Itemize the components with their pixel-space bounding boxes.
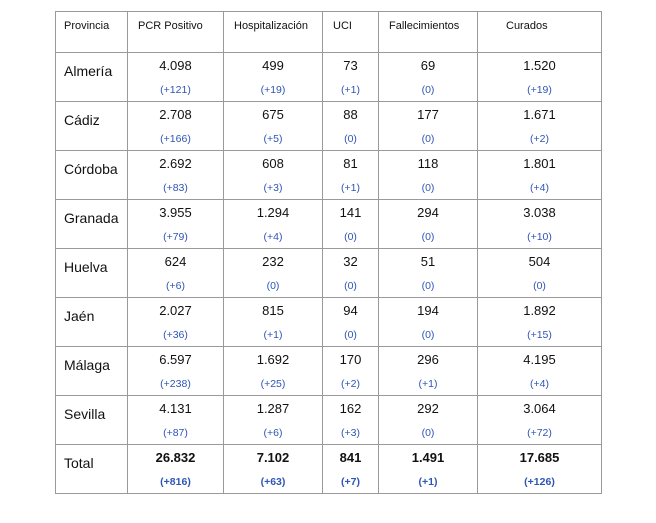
hosp-cell bbox=[224, 53, 323, 102]
uci-cell bbox=[323, 396, 379, 445]
pcr-cell bbox=[128, 445, 224, 494]
hosp-value: 1.287 bbox=[256, 401, 290, 416]
province-name: Málaga bbox=[56, 347, 128, 396]
pcr-value: 2.027 bbox=[159, 303, 192, 318]
hosp-cell bbox=[224, 396, 323, 445]
fall-delta: (0) bbox=[421, 133, 435, 145]
pcr-value: 4.131 bbox=[159, 401, 192, 416]
hosp-delta: (+19) bbox=[260, 84, 286, 96]
hosp-delta: (+25) bbox=[260, 378, 286, 390]
uci-delta: (+2) bbox=[341, 378, 360, 390]
hosp-cell bbox=[224, 445, 323, 494]
fall-cell bbox=[379, 102, 478, 151]
pcr-value: 624 bbox=[164, 254, 187, 269]
pcr-delta: (+816) bbox=[160, 476, 191, 488]
hosp-delta: (+6) bbox=[263, 427, 283, 439]
uci-value: 32 bbox=[343, 254, 358, 269]
cur-cell bbox=[478, 445, 602, 494]
hosp-value: 1.692 bbox=[256, 352, 290, 367]
uci-cell bbox=[323, 249, 379, 298]
pcr-delta: (+238) bbox=[160, 378, 191, 390]
cur-cell bbox=[478, 151, 602, 200]
cur-delta: (0) bbox=[533, 280, 546, 292]
uci-cell bbox=[323, 102, 379, 151]
header-curados: Curados bbox=[478, 12, 602, 53]
fall-delta: (0) bbox=[421, 427, 435, 439]
uci-cell bbox=[323, 200, 379, 249]
table-row bbox=[56, 53, 602, 102]
fall-value: 118 bbox=[417, 156, 439, 171]
table-row bbox=[56, 249, 602, 298]
fall-delta: (0) bbox=[421, 231, 435, 243]
province-name: Almería bbox=[56, 53, 128, 102]
cur-cell bbox=[478, 102, 602, 151]
pcr-value: 26.832 bbox=[155, 450, 196, 465]
header-hospitalizacion: Hospitalización bbox=[224, 12, 323, 53]
table-row bbox=[56, 298, 602, 347]
hosp-value: 1.294 bbox=[256, 205, 290, 220]
cur-value: 17.685 bbox=[519, 450, 560, 465]
fall-value: 1.491 bbox=[411, 450, 445, 465]
hosp-delta: (+1) bbox=[263, 329, 283, 341]
fall-cell bbox=[379, 200, 478, 249]
pcr-cell bbox=[128, 200, 224, 249]
uci-value: 94 bbox=[343, 303, 358, 318]
header-row bbox=[56, 12, 602, 53]
pcr-cell bbox=[128, 298, 224, 347]
cur-value: 1.801 bbox=[523, 156, 556, 171]
pcr-cell bbox=[128, 249, 224, 298]
fall-value: 69 bbox=[420, 58, 436, 73]
cur-value: 1.520 bbox=[523, 58, 556, 73]
uci-value: 141 bbox=[339, 205, 362, 220]
hosp-value: 232 bbox=[262, 254, 284, 269]
total-label: Total bbox=[56, 445, 128, 494]
province-name: Sevilla bbox=[56, 396, 128, 445]
uci-cell bbox=[323, 151, 379, 200]
pcr-delta: (+79) bbox=[163, 231, 188, 243]
hosp-cell bbox=[224, 347, 323, 396]
fall-value: 194 bbox=[417, 303, 439, 318]
table-row bbox=[56, 151, 602, 200]
cur-delta: (+19) bbox=[527, 84, 552, 96]
pcr-value: 2.692 bbox=[159, 156, 192, 171]
header-provincia: Provincia bbox=[56, 12, 128, 53]
province-name: Huelva bbox=[56, 249, 128, 298]
fall-cell bbox=[379, 249, 478, 298]
cur-delta: (+10) bbox=[527, 231, 552, 243]
cur-cell bbox=[478, 200, 602, 249]
hosp-value: 499 bbox=[262, 58, 284, 73]
cur-delta: (+126) bbox=[524, 476, 555, 488]
hosp-value: 815 bbox=[262, 303, 284, 318]
hosp-value: 7.102 bbox=[256, 450, 290, 465]
cur-delta: (+72) bbox=[527, 427, 552, 439]
uci-delta: (0) bbox=[344, 133, 357, 145]
pcr-cell bbox=[128, 102, 224, 151]
table-row bbox=[56, 396, 602, 445]
pcr-value: 3.955 bbox=[159, 205, 192, 220]
hosp-cell bbox=[224, 102, 323, 151]
province-name: Córdoba bbox=[56, 151, 128, 200]
cur-delta: (+4) bbox=[530, 182, 549, 194]
cur-cell bbox=[478, 53, 602, 102]
fall-delta: (+1) bbox=[418, 476, 438, 488]
uci-value: 170 bbox=[339, 352, 362, 367]
pcr-cell bbox=[128, 347, 224, 396]
pcr-value: 2.708 bbox=[159, 107, 192, 122]
hosp-cell bbox=[224, 200, 323, 249]
pcr-value: 6.597 bbox=[159, 352, 192, 367]
hosp-delta: (+4) bbox=[263, 231, 283, 243]
fall-delta: (0) bbox=[421, 329, 435, 341]
fall-value: 177 bbox=[417, 107, 439, 122]
cur-cell bbox=[478, 396, 602, 445]
province-name: Granada bbox=[56, 200, 128, 249]
uci-delta: (0) bbox=[344, 329, 357, 341]
cur-value: 3.064 bbox=[523, 401, 556, 416]
cur-delta: (+4) bbox=[530, 378, 549, 390]
fall-value: 292 bbox=[417, 401, 439, 416]
table-row bbox=[56, 200, 602, 249]
cur-cell bbox=[478, 298, 602, 347]
cur-delta: (+15) bbox=[527, 329, 552, 341]
fall-delta: (0) bbox=[421, 182, 435, 194]
uci-cell bbox=[323, 298, 379, 347]
hosp-delta: (+63) bbox=[260, 476, 286, 488]
uci-cell bbox=[323, 445, 379, 494]
pcr-delta: (+166) bbox=[160, 133, 191, 145]
pcr-cell bbox=[128, 53, 224, 102]
table-row bbox=[56, 102, 602, 151]
pcr-delta: (+36) bbox=[163, 329, 188, 341]
fall-cell bbox=[379, 445, 478, 494]
pcr-delta: (+87) bbox=[163, 427, 188, 439]
pcr-value: 4.098 bbox=[159, 58, 192, 73]
province-name: Jaén bbox=[56, 298, 128, 347]
uci-delta: (+3) bbox=[341, 427, 360, 439]
cur-cell bbox=[478, 347, 602, 396]
covid-stats-table bbox=[55, 11, 602, 494]
uci-value: 73 bbox=[343, 58, 358, 73]
cur-value: 4.195 bbox=[523, 352, 556, 367]
uci-delta: (+1) bbox=[341, 84, 360, 96]
cur-delta: (+2) bbox=[530, 133, 549, 145]
uci-value: 841 bbox=[339, 450, 362, 465]
uci-cell bbox=[323, 53, 379, 102]
fall-value: 296 bbox=[417, 352, 439, 367]
hosp-delta: (+3) bbox=[263, 182, 283, 194]
pcr-delta: (+121) bbox=[160, 84, 191, 96]
uci-delta: (0) bbox=[344, 280, 357, 292]
fall-value: 51 bbox=[420, 254, 436, 269]
cur-cell bbox=[478, 249, 602, 298]
fall-cell bbox=[379, 151, 478, 200]
hosp-cell bbox=[224, 298, 323, 347]
pcr-cell bbox=[128, 396, 224, 445]
fall-cell bbox=[379, 396, 478, 445]
pcr-delta: (+6) bbox=[166, 280, 185, 292]
total-row bbox=[56, 445, 602, 494]
uci-cell bbox=[323, 347, 379, 396]
header-uci: UCI bbox=[323, 12, 379, 53]
hosp-cell bbox=[224, 249, 323, 298]
cur-value: 504 bbox=[528, 254, 551, 269]
fall-delta: (+1) bbox=[418, 378, 438, 390]
header-pcr: PCR Positivo bbox=[128, 12, 224, 53]
hosp-cell bbox=[224, 151, 323, 200]
fall-delta: (0) bbox=[421, 84, 435, 96]
cur-value: 1.671 bbox=[523, 107, 556, 122]
fall-value: 294 bbox=[417, 205, 439, 220]
hosp-value: 608 bbox=[262, 156, 284, 171]
hosp-delta: (+5) bbox=[263, 133, 283, 145]
uci-delta: (+1) bbox=[341, 182, 360, 194]
fall-cell bbox=[379, 53, 478, 102]
cur-value: 1.892 bbox=[523, 303, 556, 318]
header-fallecimientos: Fallecimientos bbox=[379, 12, 478, 53]
pcr-cell bbox=[128, 151, 224, 200]
uci-delta: (+7) bbox=[341, 476, 360, 488]
table-row bbox=[56, 347, 602, 396]
uci-value: 88 bbox=[343, 107, 358, 122]
hosp-delta: (0) bbox=[266, 280, 280, 292]
cur-value: 3.038 bbox=[523, 205, 556, 220]
pcr-delta: (+83) bbox=[163, 182, 188, 194]
uci-value: 162 bbox=[339, 401, 362, 416]
uci-delta: (0) bbox=[344, 231, 357, 243]
fall-cell bbox=[379, 347, 478, 396]
uci-value: 81 bbox=[343, 156, 358, 171]
fall-cell bbox=[379, 298, 478, 347]
fall-delta: (0) bbox=[421, 280, 435, 292]
province-name: Cádiz bbox=[56, 102, 128, 151]
hosp-value: 675 bbox=[262, 107, 284, 122]
